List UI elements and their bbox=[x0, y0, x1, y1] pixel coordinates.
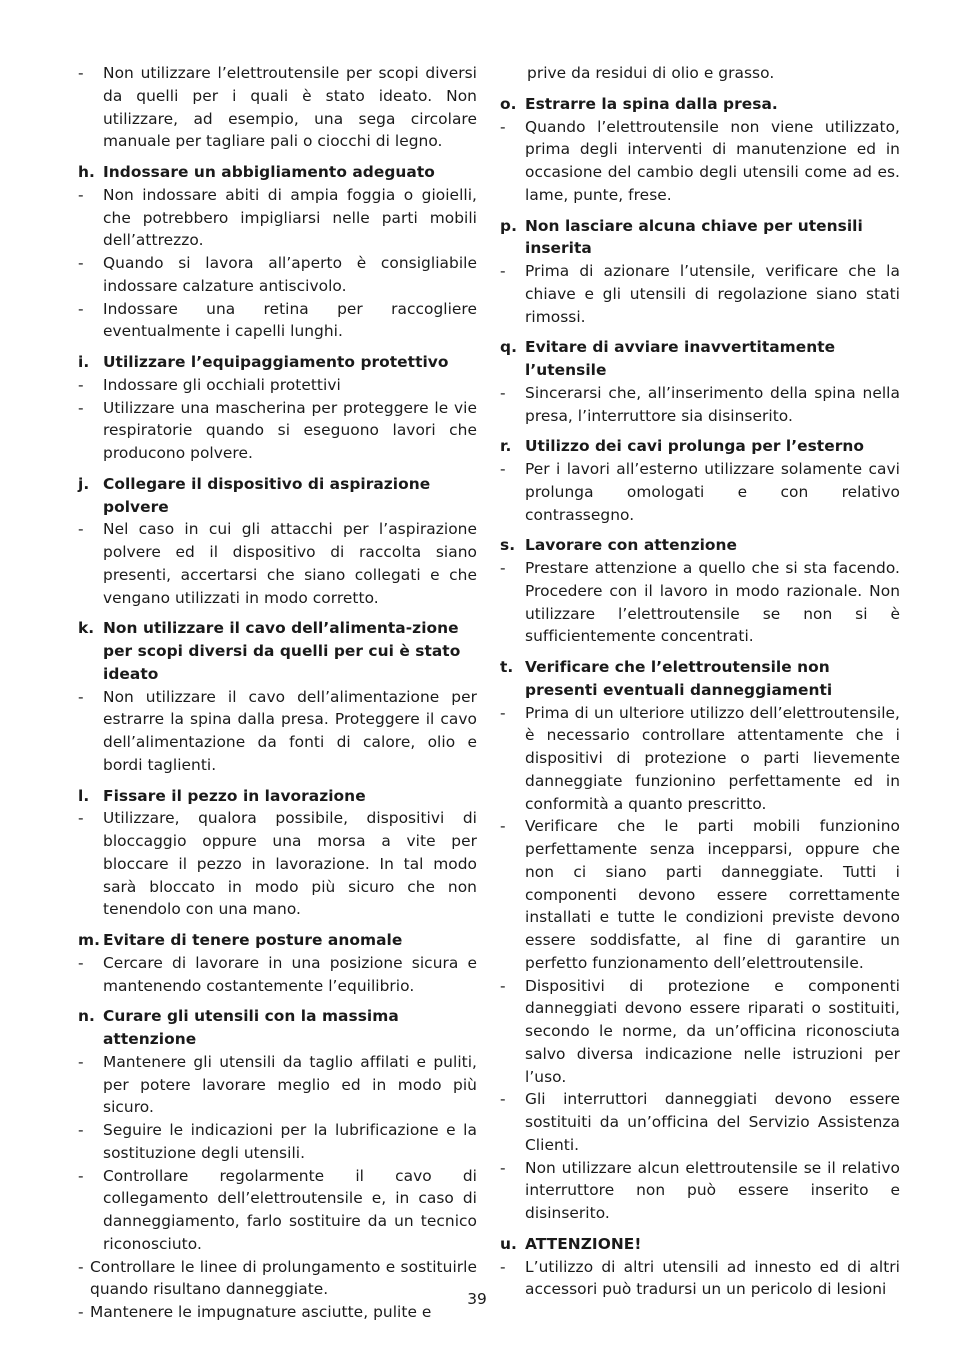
list-item: - Dispositivi di protezione e componenti danneggiati devono essere riparati o sostituiti, secondo le norme, da un’officina riconosciuta salvo diversa indicazione nelle istruzioni per l’uso. bbox=[500, 976, 900, 1086]
list-item: - Controllare regolarmente il cavo di collegamento dell’elettroutensile e, in caso di danneggiamento, farlo sostituire da un tecnico riconosciuto. bbox=[78, 1166, 477, 1253]
section-heading-i: i. Utilizzare l’equipaggiamento protettivo bbox=[78, 353, 449, 371]
list-item: - Verificare che le parti mobili funzionino perfettamente senza incepparsi, oppure che non ci siano parti danneggiate. Tutti i componenti devono essere correttamente installati e tutte le condizioni previste devono essere soddisfatte, al fine di garantire un perfetto funzionamento dell’elettroutensile. bbox=[500, 817, 900, 972]
section-heading-j: j. Collegare il dispositivo di aspirazione polvere bbox=[78, 474, 431, 516]
list-item: - Non indossare abiti di ampia foggia o gioielli, che potrebbero impigliarsi nelle parti mobili dell’attrezzo. bbox=[78, 185, 477, 250]
bullet-text: Non utilizzare l’elettroutensile per scopi diversi da quelli per i quali è stato ideato. Non utilizzare, ad esempio, una sega circolare manuale per tagliare pali o ciocchi di legno. bbox=[103, 64, 477, 151]
section-heading-l: l. Fissare il pezzo in lavorazione bbox=[78, 786, 366, 805]
section-heading-r: r. Utilizzo dei cavi prolunga per l’esterno bbox=[500, 437, 864, 456]
list-item: - Quando si lavora all’aperto è consigliabile indossare calzature antiscivolo. bbox=[78, 254, 477, 295]
list-item: - Quando l’elettroutensile non viene utilizzato, prima degli interventi di manutenzione ed in occasione del cambio degli utensili come ad es. lame, punte, frese. bbox=[500, 117, 900, 204]
section-heading-s: s. Lavorare con attenzione bbox=[500, 536, 738, 555]
list-item: - Mantenere le impugnature asciutte, pulite e bbox=[78, 1303, 432, 1321]
list-item: - Prima di un ulteriore utilizzo dell’elettroutensile, è necessario controllare attentamente che i dispositivi di protezione o parti lievemente danneggiate funzionino perfettamente ed in conformità a quanto prescritto. bbox=[500, 703, 900, 813]
right-column bbox=[500, 62, 900, 1301]
section-heading-q: q. Evitare di avviare inavvertitamente l’utensile bbox=[500, 338, 836, 379]
list-item: - Sincerarsi che, all’inserimento della spina nella presa, l’interruttore sia disinserito. bbox=[500, 383, 900, 425]
section-heading-o: o. Estrarre la spina dalla presa. bbox=[500, 94, 778, 113]
section-heading-n: n. Curare gli utensili con la massima attenzione bbox=[78, 1007, 399, 1048]
list-item: - Per i lavori all’esterno utilizzare solamente cavi prolunga omologati e con relativo contrassegno. bbox=[500, 460, 900, 524]
list-item: - Non utilizzare alcun elettroutensile se il relativo interruttore non può essere inserito e disinserito. bbox=[500, 1158, 900, 1222]
list-item: - L’utilizzo di altri utensili ad innesto ed di altri accessori può tradursi un un pericolo di lesioni bbox=[500, 1257, 900, 1299]
left-column bbox=[78, 62, 477, 1324]
section-heading-h: h. Indossare un abbigliamento adeguato bbox=[78, 163, 435, 181]
continuation-text: prive da residui di olio e grasso. bbox=[527, 64, 775, 82]
list-item: - Prestare attenzione a quello che si sta facendo. Procedere con il lavoro in modo razionale. Non utilizzare l’elettroutensile se non si è sufficientemente concentrati. bbox=[500, 559, 900, 646]
list-item: - Utilizzare, qualora possibile, dispositivi di bloccaggio oppure una morsa a vite per bloccare il pezzo in lavorazione. In tal modo sarà bloccato in modo più sicuro che non tenendolo con una mano. bbox=[78, 809, 477, 919]
section-heading-m: m. Evitare di tenere posture anomale bbox=[78, 931, 403, 949]
list-item: - Non utilizzare l’elettroutensile per scopi diversi da quelli per i quali è stato ideato. Non utilizzare, ad esempio, una sega circolare manuale per tagliare pali o ciocchi di legno. bbox=[78, 62, 477, 153]
section-heading-u: u. ATTENZIONE! bbox=[500, 1234, 642, 1253]
list-item: - Cercare di lavorare in una posizione sicura e mantenendo costantemente l’equilibrio. bbox=[78, 953, 477, 995]
section-heading-t: t. Verificare che l’elettroutensile non presenti eventuali danneggiamenti bbox=[500, 658, 833, 699]
list-item: - Indossare gli occhiali protettivi bbox=[78, 375, 341, 394]
section-heading-p: p. Non lasciare alcuna chiave per utensili inserita bbox=[500, 216, 863, 258]
section-heading-k: k. Non utilizzare il cavo dell’alimenta-zione per scopi diversi da quelli per cui è stato ideato bbox=[78, 619, 461, 683]
list-item: - Utilizzare una mascherina per proteggere le vie respiratorie quando si eseguono lavori che producono polvere. bbox=[78, 398, 477, 462]
list-item: - Non utilizzare il cavo dell’alimentazione per estrarre la spina dalla presa. Proteggere il cavo dell’alimentazione da fonti di calore, olio e bordi taglienti. bbox=[78, 687, 477, 774]
list-item: - Prima di azionare l’utensile, verificare che la chiave e gli utensili di regolazione siano stati rimossi. bbox=[500, 262, 900, 326]
list-item: - Gli interruttori danneggiati devono essere sostituiti da un’officina del Servizio Assistenza Clienti. bbox=[500, 1090, 900, 1154]
list-item: - Indossare una retina per raccogliere eventualmente i capelli lunghi. bbox=[78, 299, 477, 341]
list-item: - Mantenere gli utensili da taglio affilati e puliti, per potere lavorare meglio ed in modo più sicuro. bbox=[78, 1052, 477, 1117]
list-item: - Seguire le indicazioni per la lubrificazione e la sostituzione degli utensili. bbox=[78, 1121, 477, 1162]
list-item: - Controllare le linee di prolungamento e sostituirle quando risultano danneggiate. bbox=[78, 1257, 477, 1299]
list-item: - Nel caso in cui gli attacchi per l’aspirazione polvere ed il dispositivo di raccolta siano presenti, accertarsi che siano collegati e che vengano utilizzati in modo corretto. bbox=[78, 520, 477, 607]
page-number: 39 bbox=[467, 1290, 487, 1308]
